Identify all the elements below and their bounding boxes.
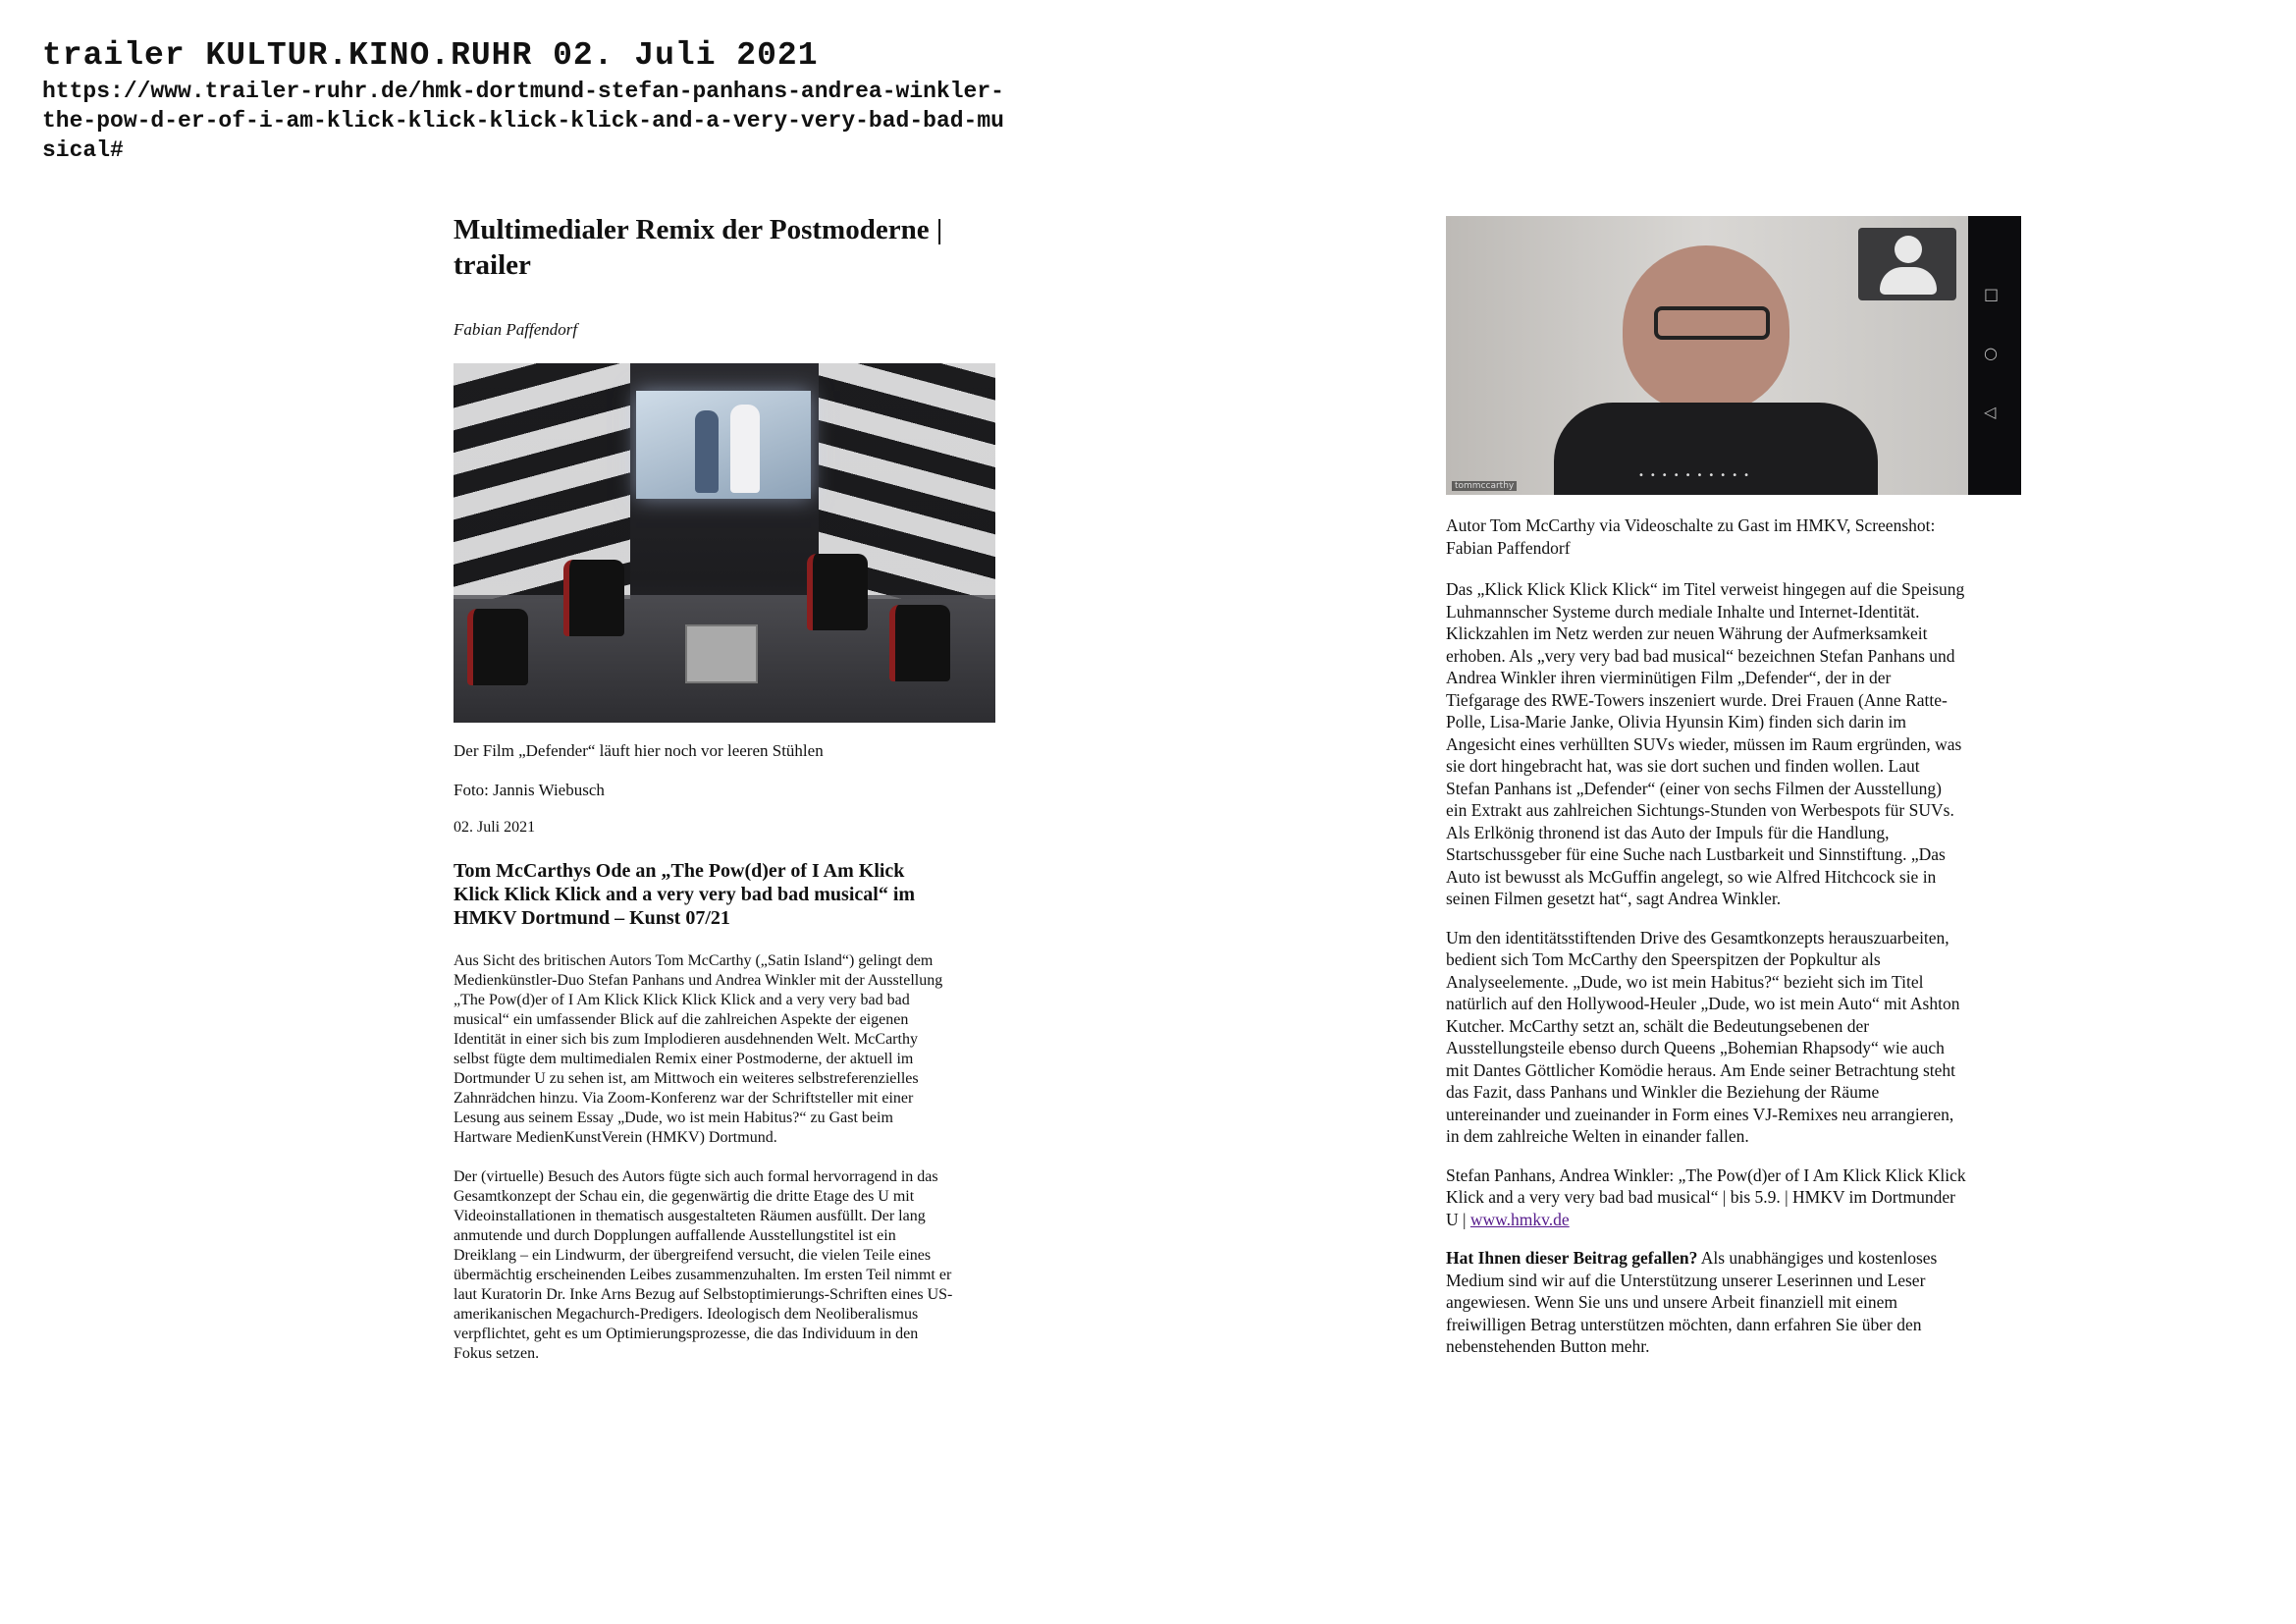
support-text: Als unabhängiges und kostenloses Medium sind wir auf die Unterstützung unserer Leserinnen und Leser angewiesen. Wenn Sie uns und unsere Arbeit finanziell mit einem freiwilligen Betrag unterstützen möchten, dann erfahren Sie über den nebenstehenden Button mehr.	[1446, 1248, 1938, 1356]
article-body-right	[1446, 578, 1966, 1358]
avatar-shoulders	[1880, 267, 1937, 295]
exhibition-info	[1446, 1164, 1966, 1231]
projection-screen	[636, 391, 811, 499]
article-body-left	[454, 951, 954, 1364]
circle-icon: ○	[1984, 344, 1998, 362]
exhibition-info-text: Stefan Panhans, Andrea Winkler: „The Pow(d)er of I Am Klick Klick Klick Klick and a very very bad bad musical“ | bis 5.9. | HMKV im Dortmunder U |	[1446, 1164, 1966, 1229]
support-question: Hat Ihnen dieser Beitrag gefallen?	[1446, 1248, 1698, 1268]
left-column	[454, 212, 954, 1383]
glasses	[1654, 306, 1770, 340]
gaming-chair	[467, 609, 528, 685]
screen-figure	[695, 410, 719, 493]
gaming-chair	[889, 605, 950, 681]
support-appeal	[1446, 1247, 1966, 1358]
paragraph: Um den identitätsstiftenden Drive des Gesamtkonzepts herauszuarbeiten, bedient sich Tom McCarthy den Speerspitzen der Popkultur als Analyseelemente. „Dude, wo ist mein Habitus?“ bezieht sich im Titel natürlich auf den Hollywood-Heuler „Dude, wo ist mein Auto“ mit Ashton Kutcher. McCarthy setzt an, schält die Bedeutungsebenen der Ausstellungsteile ebenso durch Queens „Bohemian Rhapsody“ wie auch mit Dantes Göttlicher Komödie heraus. Am Ende seiner Betrachtung steht das Fazit, dass Panhans und Winkler die Beziehung der Räume untereinander und zueinander in Form eines VJ-Remixes neu arrangieren, in dem zahlreiche Welten in einander fallen.	[1446, 927, 1960, 1146]
equipment-box	[685, 624, 758, 683]
paragraph: Aus Sicht des britischen Autors Tom McCarthy („Satin Island“) gelingt dem Medienkünstler-Duo Stefan Panhans und Andrea Winkler mit der Ausstellung „The Pow(d)er of I Am Klick Klick Klick Klick and a very very bad bad musical“ ein umfassender Blick auf die zahlreichen Aspekte der eigenen Identität in einer sich bis zum Implodieren ausdehnenden Welt. McCarthy selbst fügte dem multimedialen Remix einer Postmoderne, der aktuell im Dortmunder U zu sehen ist, am Mittwoch ein weiteres selbstreferenzielles Zahnrädchen hinzu. Via Zoom-Konferenz war der Schriftsteller mit einer Lesung aus seinem Essay „Dude, wo ist mein Habitus?“ zu Gast beim Hartware MedienKunstVerein (HMKV) Dortmund.	[454, 952, 943, 1146]
paragraph: Der (virtuelle) Besuch des Autors fügte sich auch formal hervorragend in das Gesamtkonzept der Schau ein, die gegenwärtig die dritte Etage des U mit Videoinstallationen in thematisch ausgestalteten Räumen ausfüllt. Der lang anmutende und durch Dopplungen auffallende Ausstellungstitel ist ein Dreiklang – ein Lindwurm, der übergreifend versucht, die vielen Teile eines übermächtig erscheinenden Leibes zusammenzuhalten. Im ersten Teil nimmt er laut Kuratorin Dr. Inke Arns Bezug auf Selbstoptimierungs-Schriften eines US-amerikanischen Megachurch-Predigers. Ideologisch dem Neoliberalismus verpflichtet, geht es um Optimierungsprozesse, die das Individuum in den Fokus setzen.	[454, 1168, 953, 1362]
screen-figure	[730, 405, 760, 493]
right-column	[1446, 216, 2000, 1375]
article-subheadline: Tom McCarthys Ode an „The Pow(d)er of I Am Klick Klick Klick Klick and a very very bad bad musical“ im HMKV Dortmund – Kunst 07/21	[454, 860, 916, 929]
document-title: trailer KULTUR.KINO.RUHR 02. Juli 2021	[42, 37, 819, 74]
video-caption: Autor Tom McCarthy via Videoschalte zu Gast im HMKV, Screenshot: Fabian Paffendorf	[1446, 515, 1936, 558]
avatar-head	[1895, 236, 1922, 263]
photo-credit: Foto: Jannis Wiebusch	[454, 781, 605, 799]
article-author: Fabian Paffendorf	[454, 320, 578, 339]
gaming-chair	[807, 554, 868, 630]
user-avatar-icon	[1858, 228, 1956, 300]
gaming-chair	[563, 560, 624, 636]
article-date: 02. Juli 2021	[454, 819, 536, 836]
photo-caption: Der Film „Defender“ läuft hier noch vor leeren Stühlen	[454, 741, 824, 760]
back-triangle-icon: ◁	[1984, 403, 1997, 421]
participant-name-tag: tommccarthy	[1452, 481, 1517, 491]
page-header	[42, 35, 1004, 165]
square-icon: □	[1984, 285, 2000, 303]
page-dots: ••••••••••	[1638, 470, 1755, 481]
video-call-screenshot	[1446, 216, 2021, 495]
hmkv-link[interactable]: www.hmkv.de	[1469, 1209, 1570, 1229]
article-headline: Multimedialer Remix der Postmoderne | trailer	[454, 214, 943, 281]
android-nav-bar	[1968, 216, 2021, 495]
paragraph: Das „Klick Klick Klick Klick“ im Titel verweist hingegen auf die Speisung Luhmannscher Systeme durch mediale Inhalte und Internet-Identität. Klickzahlen im Netz werden zur neuen Währung der Aufmerksamkeit erhoben. Als „very very bad bad musical“ bezeichnen Stefan Panhans und Andrea Winkler ihren vierminütigen Film „Defender“, der in der Tiefgarage des RWE-Towers inszeniert wurde. Drei Frauen (Anne Ratte-Polle, Lisa-Marie Janke, Olivia Hyunsin Kim) finden sich darin im Angesicht eines verhüllten SUVs wieder, müssen im Raum ergründen, was sie dort hingebracht hat, was sie dort suchen und finden wollen. Laut Stefan Panhans ist „Defender“ (einer von sechs Filmen der Ausstellung) ein Extrakt aus zahlreichen Sichtungs-Stunden von Werbespots für SUVs. Als Erlkönig thronend ist das Auto der Impuls für die Handlung, Startschussgeber für eine Suche nach Lustbarkeit und Sinnstiftung. „Das Auto ist bewusst als McGuffin angelegt, so wie Alfred Hitchcock sie in seinen Filmen gesetzt hat“, sagt Andrea Winkler.	[1446, 579, 1965, 908]
exhibition-photo	[454, 363, 995, 723]
source-url: https://www.trailer-ruhr.de/hmk-dortmund-stefan-panhans-andrea-winkler-the-pow-d-er-of-i-am-klick-klick-klick-klick-and-a-very-very-bad-bad-musical#	[42, 79, 1004, 163]
